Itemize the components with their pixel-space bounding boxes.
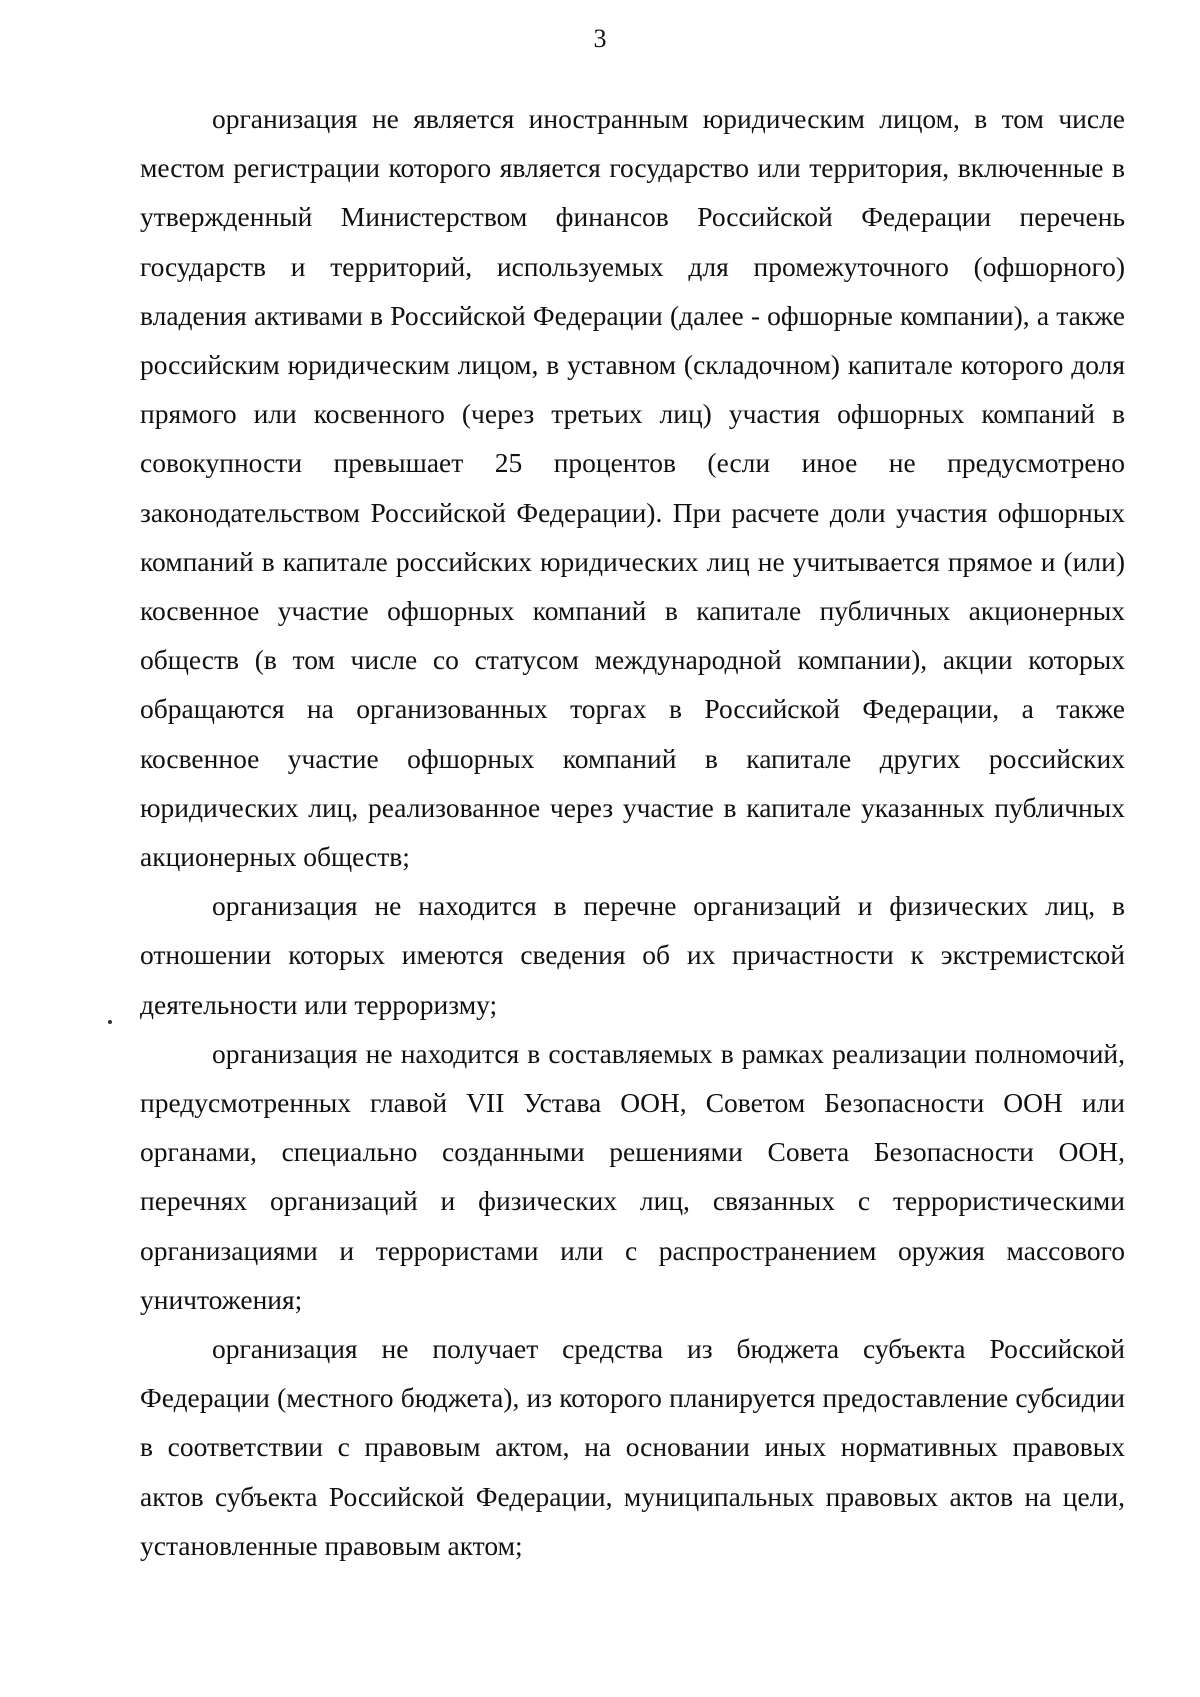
paragraph-un-sanctions-condition: организация не находится в составляемых в рамках реализации полномочий, предусмотренных главой VII Устава ООН, Советом Безопасности ООН или органами, специально созданными решениями Совета Безопасности ООН, перечнях организаций и физических лиц, связанных с террористическими организациями и террористами или с распространением оружия массового уничтожения; [140,1037,1125,1315]
paragraph-budget-funds-condition: организация не получает средства из бюджета субъекта Российской Федерации (местного бюджета), из которого планируется предоставление субсидии в соответствии с правовым актом, на основании иных нормативных правовых актов субъекта Российской Федерации, муниципальных правовых актов на цели, установленные правовым актом; [140,1333,1125,1561]
document-body [140,94,1125,1570]
paragraph-extremism-list-condition: организация не находится в перечне организаций и физических лиц, в отношении которых имеются сведения об их причастности к экстремистской деятельности или терроризму; [140,890,1125,1020]
paragraph-offshore-condition: организация не является иностранным юридическим лицом, в том числе местом регистрации которого является государство или территория, включенные в утвержденный Министерством финансов Российской Федерации перечень государств и территорий, используемых для промежуточного (офшорного) владения активами в Российской Федерации (далее - офшорные компании), а также российским юридическим лицом, в уставном (складочном) капитале которого доля прямого или косвенного (через третьих лиц) участия офшорных компаний в совокупности превышает 25 процентов (если иное не предусмотрено законодательством Российской Федерации). При расчете доли участия офшорных компаний в капитале российских юридических лиц не учитывается прямое и (или) косвенное участие офшорных компаний в капитале публичных акционерных обществ (в том числе со статусом международной компании), акции которых обращаются на организованных торгах в Российской Федерации, а также косвенное участие офшорных компаний в капитале других российских юридических лиц, реализованное через участие в капитале указанных публичных акционерных обществ; [140,103,1125,873]
scan-dot-mark [108,1020,112,1024]
page-number: 3 [593,24,607,53]
